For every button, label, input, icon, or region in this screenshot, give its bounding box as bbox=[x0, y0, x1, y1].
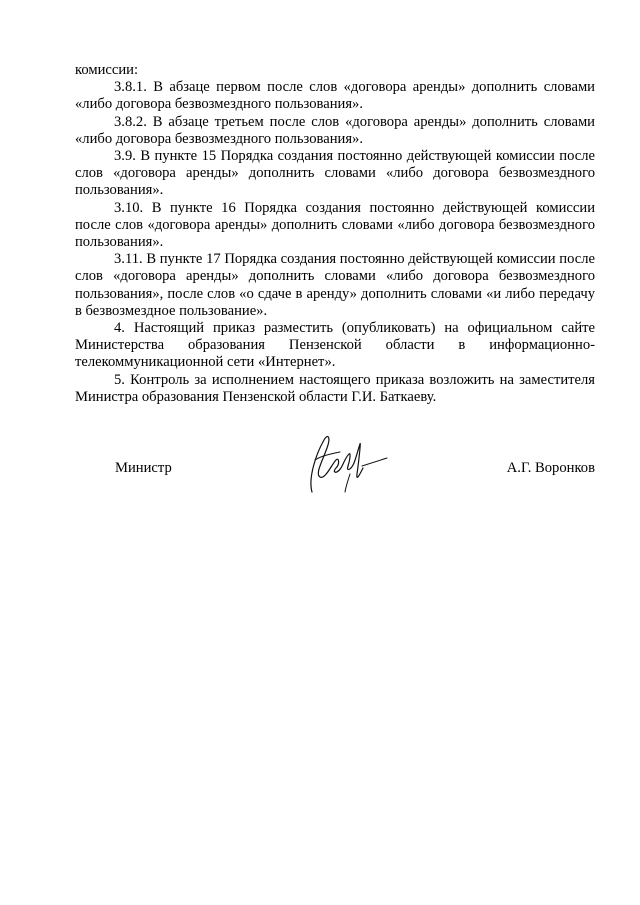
paragraph-3-8-2: 3.8.2. В абзаце третьем после слов «договора аренды» дополнить словами «либо договора безвозмездного пользования». bbox=[75, 113, 595, 147]
paragraph-4: 4. Настоящий приказ разместить (опубликовать) на официальном сайте Министерства образования Пензенской области в информационно-телекоммуникационной сети «Интернет». bbox=[75, 320, 595, 371]
document-body bbox=[75, 62, 595, 406]
paragraph-3-10: 3.10. В пункте 16 Порядка создания постоянно действующей комиссии после слов «договора аренды» дополнить словами «либо договора безвозмездного пользования». bbox=[75, 199, 595, 251]
handwritten-signature-icon bbox=[290, 430, 390, 502]
paragraph-continuation: комиссии: bbox=[75, 62, 139, 78]
paragraph-3-11: 3.11. В пункте 17 Порядка создания постоянно действующей комиссии после слов «договора аренды» дополнить словами «либо договора безвозмездного пользования», после слов «о сдаче в аренду» дополнить словами «и либо передачу в безвозмездное пользование». bbox=[75, 251, 595, 319]
signature-block bbox=[75, 430, 595, 510]
paragraph-3-9: 3.9. В пункте 15 Порядка создания постоянно действующей комиссии после слов «договора аренды» дополнить словами «либо договора безвозмездного пользования». bbox=[75, 148, 595, 199]
signatory-name: А.Г. Воронков bbox=[506, 460, 595, 476]
paragraph-3-8-1: 3.8.1. В абзаце первом после слов «договора аренды» дополнить словами «либо договора безвозмездного пользования». bbox=[75, 79, 595, 113]
signatory-title: Министр bbox=[115, 460, 172, 476]
paragraph-5: 5. Контроль за исполнением настоящего приказа возложить на заместителя Министра образования Пензенской области Г.И. Баткаеву. bbox=[75, 371, 595, 405]
